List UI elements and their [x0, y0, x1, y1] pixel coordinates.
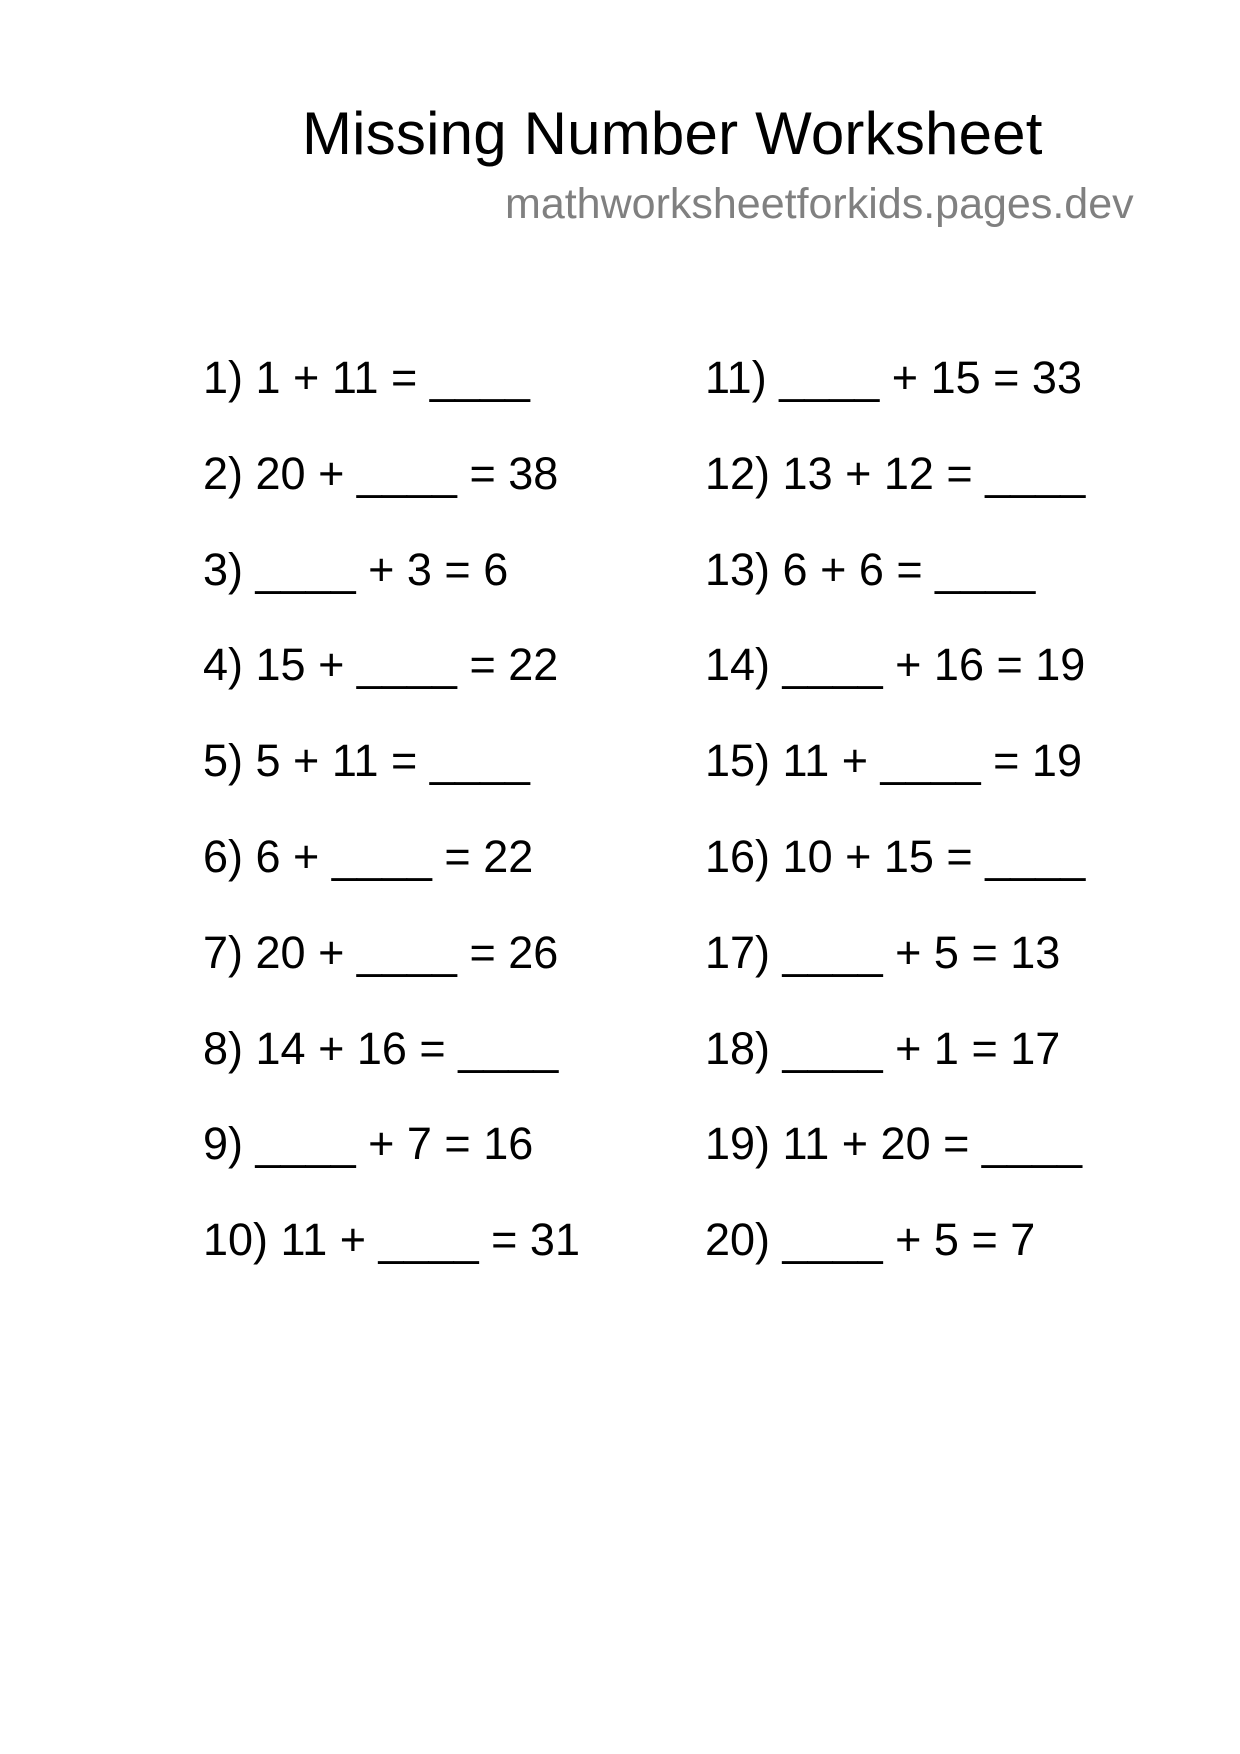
problem-17: 17) ____ + 5 = 13 [705, 926, 1061, 978]
problem-18: 18) ____ + 1 = 17 [705, 1022, 1061, 1074]
problem-4: 4) 15 + ____ = 22 [203, 639, 559, 691]
problem-13: 13) 6 + 6 = ____ [705, 543, 1036, 595]
problem-19: 19) 11 + 20 = ____ [705, 1118, 1082, 1170]
problem-14: 14) ____ + 16 = 19 [705, 639, 1086, 691]
problem-9: 9) ____ + 7 = 16 [203, 1118, 534, 1170]
problem-8: 8) 14 + 16 = ____ [203, 1022, 559, 1074]
problem-12: 12) 13 + 12 = ____ [705, 447, 1086, 499]
problem-2: 2) 20 + ____ = 38 [203, 447, 559, 499]
problem-16: 16) 10 + 15 = ____ [705, 830, 1086, 882]
problem-10: 10) 11 + ____ = 31 [203, 1214, 580, 1266]
problems-column-left [203, 350, 580, 1308]
problem-15: 15) 11 + ____ = 19 [705, 735, 1082, 787]
problem-3: 3) ____ + 3 = 6 [203, 543, 509, 595]
problems-column-right [705, 350, 1085, 1308]
problem-11: 11) ____ + 15 = 33 [705, 352, 1082, 403]
problem-5: 5) 5 + 11 = ____ [203, 735, 530, 787]
problem-1: 1) 1 + 11 = ____ [203, 352, 530, 403]
problem-7: 7) 20 + ____ = 26 [203, 926, 559, 978]
problem-20: 20) ____ + 5 = 7 [705, 1214, 1036, 1266]
worksheet-title: Missing Number Worksheet [302, 100, 1043, 167]
problem-6: 6) 6 + ____ = 22 [203, 830, 534, 882]
website-subtitle: mathworksheetforkids.pages.dev [505, 180, 1134, 228]
